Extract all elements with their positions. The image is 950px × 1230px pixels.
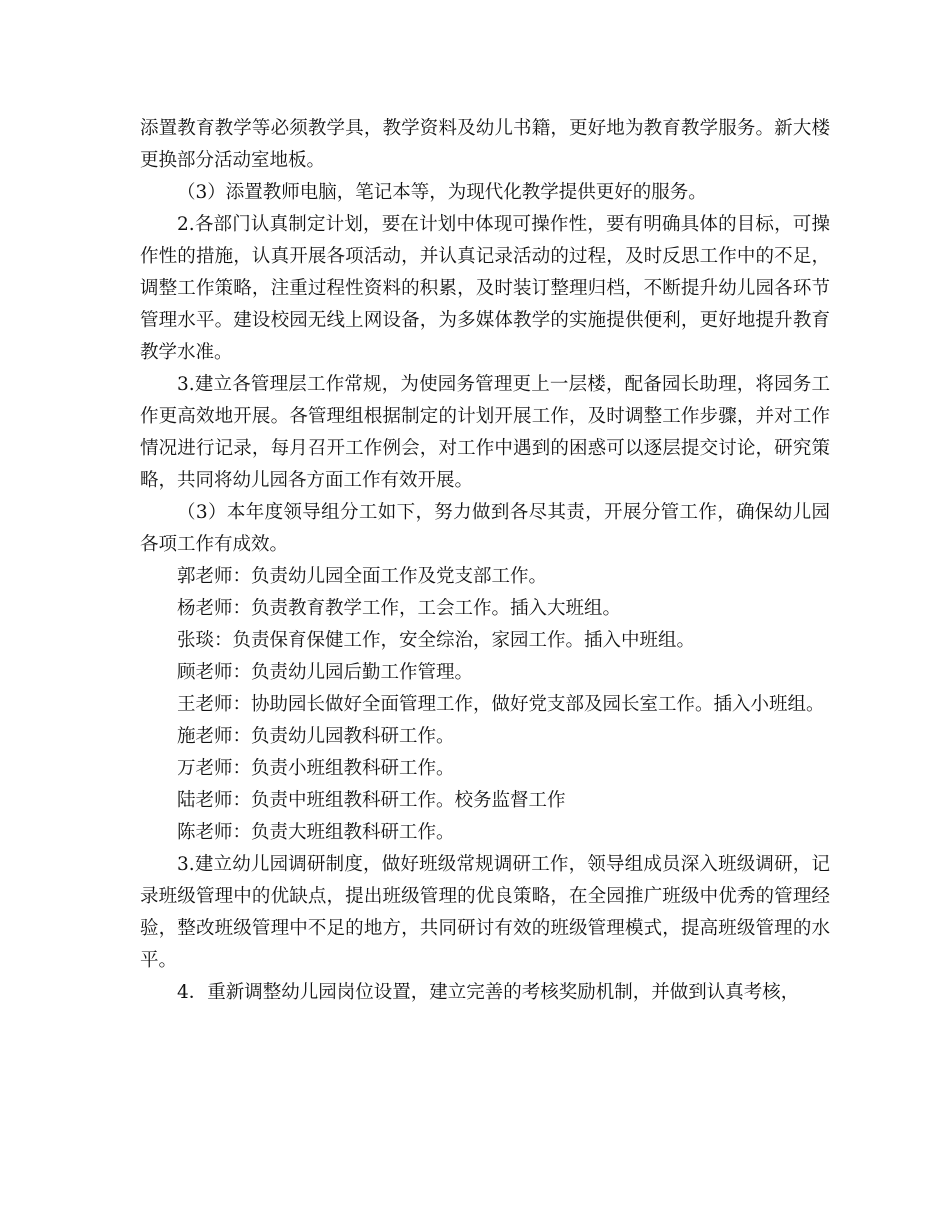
paragraph-research-system: 3.建立幼儿园调研制度，做好班级常规调研工作，领导组成员深入班级调研，记录班级管理中的优缺点，提出班级管理的优良策略，在全园推广班级中优秀的管理经验，整改班级管理中不足的地方，共同研讨有效的班级管理模式，提高班级管理的水平。 (140, 854, 830, 971)
document-body (140, 113, 830, 1009)
roster-item: 郭老师：负责幼儿园全面工作及党支部工作。 (177, 566, 548, 587)
roster-item: 施老师：负责幼儿园教科研工作。 (177, 726, 455, 747)
leadership-roster (140, 561, 830, 849)
roster-item: 顾老师：负责幼儿园后勤工作管理。 (177, 662, 474, 683)
roster-item: 杨老师：负责教育教学工作，工会工作。插入大班组。 (177, 598, 622, 619)
paragraph-supplies: 添置教育教学等必须教学具，教学资料及幼儿书籍，更好地为教育教学服务。新大楼更换部分活动室地板。 (140, 118, 830, 171)
roster-item: 王老师：协助园长做好全面管理工作，做好党支部及园长室工作。插入小班组。 (177, 694, 825, 715)
roster-item: 万老师：负责小班组教科研工作。 (177, 758, 455, 779)
paragraph-position-adjustment: 4．重新调整幼儿园岗位设置，建立完善的考核奖励机制，并做到认真考核， (177, 982, 800, 1003)
roster-item: 陈老师：负责大班组教科研工作。 (177, 822, 455, 843)
roster-item: 陆老师：负责中班组教科研工作。校务监督工作 (177, 790, 566, 811)
roster-item: 张琰：负责保育保健工作，安全综治，家园工作。插入中班组。 (177, 630, 696, 651)
paragraph-computers: （3）添置教师电脑，笔记本等，为现代化教学提供更好的服务。 (177, 182, 707, 203)
paragraph-department-plans: 2.各部门认真制定计划，要在计划中体现可操作性，要有明确具体的目标，可操作性的措施，认真开展各项活动，并认真记录活动的过程，及时反思工作中的不足，调整工作策略，注重过程性资料的积累，及时装订整理归档，不断提升幼儿园各环节管理水平。建设校园无线上网设备，为多媒体教学的实施提供便利，更好地提升教育教学水准。 (140, 214, 830, 363)
paragraph-management-routine: 3.建立各管理层工作常规，为使园务管理更上一层楼，配备园长助理，将园务工作更高效地开展。各管理组根据制定的计划开展工作，及时调整工作步骤，并对工作情况进行记录，每月召开工作例会，对工作中遇到的困惑可以逐层提交讨论，研究策略，共同将幼儿园各方面工作有效开展。 (140, 374, 830, 491)
paragraph-leadership-division: （3）本年度领导组分工如下，努力做到各尽其责，开展分管工作，确保幼儿园各项工作有成效。 (140, 502, 830, 555)
